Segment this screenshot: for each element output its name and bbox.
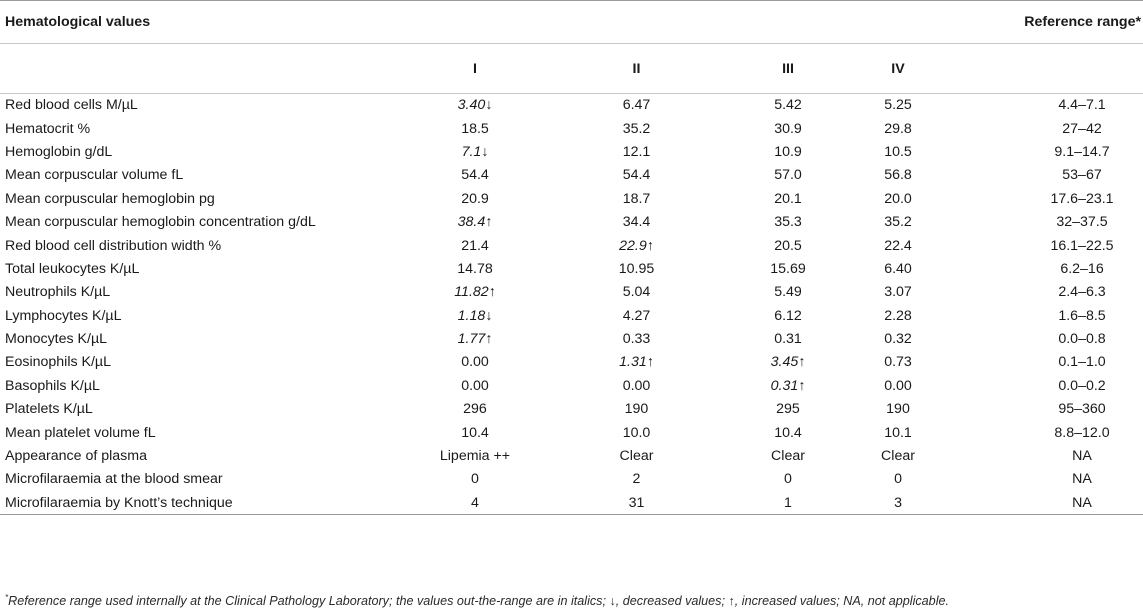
value-cell-group-ii: 190 (624, 401, 649, 418)
value-cell-group-ii: 10.95 (618, 260, 655, 277)
value-cell-group-iii: 0.31↑ (770, 377, 806, 394)
value-cell-group-iv: 3.07 (884, 284, 912, 301)
table-row (0, 304, 1143, 327)
row-label: Mean corpuscular hemoglobin concentration g/dL (5, 214, 316, 231)
table-row (0, 421, 1143, 444)
row-label: Red blood cells M/µL (5, 97, 138, 114)
footnote-text: Reference range used internally at the Clinical Pathology Laboratory; the values out-the-range are in italics; ↓, decreased values; ↑, increased values; NA, not applicable. (8, 594, 949, 609)
table-header-row (0, 1, 1143, 44)
table-row (0, 210, 1143, 233)
value-cell-group-iii: Clear (771, 448, 805, 465)
value-cell-group-i: 11.82↑ (454, 284, 496, 301)
value-cell-group-iii: 35.3 (774, 214, 802, 231)
footnote-marker: * (5, 593, 9, 602)
row-label: Microfilaraemia at the blood smear (5, 471, 223, 488)
value-cell-group-iv: 0.32 (884, 331, 912, 348)
row-label: Mean corpuscular volume fL (5, 167, 184, 184)
value-cell-group-iv: 56.8 (884, 167, 912, 184)
reference-range-cell: NA (1072, 448, 1092, 465)
value-cell-group-i: 0 (471, 471, 479, 488)
value-cell-group-iv: 2.28 (884, 307, 912, 324)
value-cell-group-iv: 0.00 (884, 377, 912, 394)
value-cell-group-iv: 5.25 (884, 97, 912, 114)
column-header-ii: II (550, 44, 723, 94)
value-cell-group-iv: 35.2 (884, 214, 912, 231)
value-cell-group-i: 38.4↑ (457, 214, 493, 231)
value-cell-group-i: 20.9 (461, 190, 489, 207)
value-cell-group-i: 10.4 (461, 424, 489, 441)
reference-range-cell: 0.0–0.8 (1058, 331, 1106, 348)
reference-range-cell: 8.8–12.0 (1054, 424, 1110, 441)
value-cell-group-ii: 12.1 (622, 143, 651, 160)
row-label: Red blood cell distribution width % (5, 237, 222, 254)
value-cell-group-iii: 5.49 (774, 284, 802, 301)
column-header-i: I (400, 44, 550, 94)
row-label: Basophils K/µL (5, 377, 100, 394)
value-cell-group-iii: 6.12 (774, 307, 802, 324)
value-cell-group-iii: 1 (723, 491, 853, 514)
value-cell-group-i: 14.78 (457, 260, 493, 277)
column-header-iv: IV (853, 44, 943, 94)
reference-range-header: Reference range* (943, 1, 1143, 44)
row-label: Hemoglobin g/dL (5, 143, 113, 160)
value-cell-group-iii: 0.31 (774, 331, 802, 348)
value-cell-group-iv: 3 (853, 491, 943, 514)
column-header-row (0, 44, 1143, 94)
reference-range-cell: 9.1–14.7 (1054, 143, 1110, 160)
value-cell-group-iii: 57.0 (774, 167, 802, 184)
column-header-reference-spacer (943, 44, 1143, 94)
value-cell-group-iii: 0 (784, 471, 792, 488)
value-cell-group-iv: 190 (886, 401, 910, 418)
value-cell-group-iii: 20.5 (774, 237, 802, 254)
table-row (0, 117, 1143, 140)
table-row (0, 327, 1143, 350)
reference-range-cell: 53–67 (1062, 167, 1102, 184)
table-row (0, 187, 1143, 210)
row-label: Neutrophils K/µL (5, 284, 111, 301)
value-cell-group-i: 54.4 (461, 167, 489, 184)
reference-range-cell: 16.1–22.5 (1050, 237, 1114, 254)
value-cell-group-i: 21.4 (461, 237, 489, 254)
row-label: Microfilaraemia by Knott’s technique (0, 491, 400, 514)
value-cell-group-i: 0.00 (461, 377, 489, 394)
value-cell-group-i: 4 (400, 491, 550, 514)
row-label: Lymphocytes K/µL (5, 307, 122, 324)
value-cell-group-i: 0.00 (461, 354, 489, 371)
value-cell-group-iv: 0.73 (884, 354, 912, 371)
reference-range-cell: 95–360 (1058, 401, 1106, 418)
table-row (0, 164, 1143, 187)
value-cell-group-ii: 0.00 (622, 377, 651, 394)
value-cell-group-i: 1.18↓ (457, 307, 493, 324)
table-row (0, 468, 1143, 491)
value-cell-group-i: 3.40↓ (457, 97, 493, 114)
value-cell-group-ii: 34.4 (622, 214, 651, 231)
value-cell-group-i: 296 (463, 401, 487, 418)
value-cell-group-ii: 18.7 (622, 190, 651, 207)
value-cell-group-iv: 10.1 (884, 424, 912, 441)
reference-range-cell: 32–37.5 (1056, 214, 1108, 231)
table-row (0, 444, 1143, 467)
table-row (0, 94, 1143, 117)
value-cell-group-iv: 20.0 (884, 190, 912, 207)
row-label: Eosinophils K/µL (5, 354, 111, 371)
table-row (0, 398, 1143, 421)
reference-range-cell: 0.1–1.0 (1058, 354, 1106, 371)
value-cell-group-iv: 0 (894, 471, 902, 488)
value-cell-group-i: 1.77↑ (457, 331, 493, 348)
value-cell-group-ii: Clear (619, 448, 654, 465)
value-cell-group-iii: 5.42 (774, 97, 802, 114)
row-label: Mean corpuscular hemoglobin pg (5, 190, 215, 207)
column-header-spacer (0, 44, 400, 94)
value-cell-group-ii: 31 (550, 491, 723, 514)
column-header-iii: III (723, 44, 853, 94)
value-cell-group-ii: 10.0 (622, 424, 651, 441)
table-row (0, 351, 1143, 374)
reference-range-cell: 6.2–16 (1060, 260, 1104, 277)
table-row (0, 257, 1143, 280)
value-cell-group-ii: 54.4 (622, 167, 651, 184)
row-label: Monocytes K/µL (5, 331, 108, 348)
table-row (0, 140, 1143, 163)
value-cell-group-iv: 29.8 (884, 120, 912, 137)
reference-range-cell: NA (1072, 471, 1092, 488)
table-row (0, 281, 1143, 304)
value-cell-group-ii: 4.27 (622, 307, 651, 324)
value-cell-group-iv: Clear (881, 448, 915, 465)
table-body (0, 94, 1143, 515)
table-title: Hematological values (0, 1, 943, 44)
value-cell-group-ii: 35.2 (622, 120, 651, 137)
value-cell-group-iii: 20.1 (774, 190, 802, 207)
value-cell-group-ii: 2 (632, 471, 641, 488)
value-cell-group-iv: 22.4 (884, 237, 912, 254)
value-cell-group-iii: 10.4 (774, 424, 802, 441)
table-footnote (5, 593, 949, 608)
value-cell-group-i: 7.1↓ (461, 143, 489, 160)
row-label: Platelets K/µL (5, 401, 93, 418)
row-label: Hematocrit % (5, 120, 91, 137)
value-cell-group-ii: 5.04 (622, 284, 651, 301)
reference-range-cell: NA (943, 491, 1143, 514)
value-cell-group-iv: 10.5 (884, 143, 912, 160)
row-label: Mean platelet volume fL (5, 424, 156, 441)
value-cell-group-iii: 3.45↑ (770, 354, 806, 371)
value-cell-group-iii: 295 (776, 401, 800, 418)
table-row (0, 491, 1143, 514)
value-cell-group-ii: 1.31↑ (619, 354, 654, 371)
table-row (0, 234, 1143, 257)
reference-range-cell: 2.4–6.3 (1058, 284, 1106, 301)
reference-range-cell: 1.6–8.5 (1058, 307, 1106, 324)
table-row (0, 374, 1143, 397)
value-cell-group-iv: 6.40 (884, 260, 912, 277)
value-cell-group-ii: 6.47 (622, 97, 651, 114)
row-label: Appearance of plasma (5, 448, 147, 465)
row-label: Total leukocytes K/µL (5, 260, 140, 277)
value-cell-group-iii: 10.9 (774, 143, 802, 160)
value-cell-group-i: Lipemia ++ (439, 448, 511, 465)
value-cell-group-i: 18.5 (461, 120, 489, 137)
reference-range-cell: 0.0–0.2 (1058, 377, 1106, 394)
value-cell-group-ii: 22.9↑ (619, 237, 654, 254)
value-cell-group-iii: 30.9 (774, 120, 802, 137)
value-cell-group-ii: 0.33 (622, 331, 651, 348)
reference-range-cell: 4.4–7.1 (1058, 97, 1106, 114)
value-cell-group-iii: 15.69 (770, 260, 806, 277)
reference-range-cell: 27–42 (1062, 120, 1102, 137)
reference-range-cell: 17.6–23.1 (1050, 190, 1114, 207)
